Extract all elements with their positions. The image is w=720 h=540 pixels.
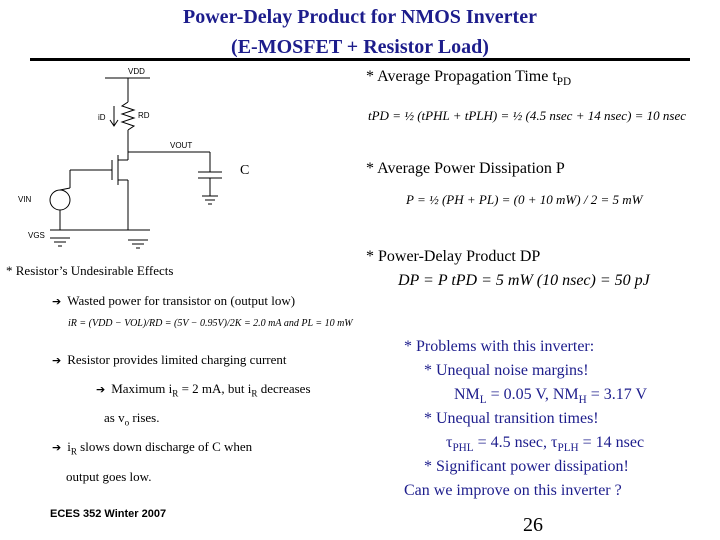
problem-power-dissipation: * Significant power dissipation!	[424, 458, 629, 475]
max-ir-line: ➔ Maximum $i_R = 2$ mA, but $i_R$ decreases	[96, 381, 311, 399]
output-low-line: output goes low.	[66, 469, 152, 484]
course-footer: ECES 352 Winter 2007	[50, 508, 167, 520]
eq-ir: iR = (VDD − VOL)/RD = (5V − 0.95V)/2K = 2.0 mA and PL = 10 mW	[68, 318, 353, 329]
title-line-2: (E-MOSFET + Resistor Load)	[231, 36, 489, 58]
page-number: 26	[523, 514, 543, 536]
nmos-circuit-diagram	[10, 60, 250, 260]
problem-tau-values: $\tau_{PHL} = 4.5$ nsec, $\tau_{PLH} = 14$ nsec	[446, 434, 645, 455]
id-label: iD	[98, 113, 106, 122]
vgs-label: VGS	[28, 231, 45, 240]
vin-label: VIN	[18, 195, 32, 204]
resistor-effects-heading: * Resistor’s Undesirable Effects	[6, 263, 174, 278]
rd-label: RD	[138, 111, 150, 120]
vout-label: VOUT	[170, 141, 193, 150]
arrow-icon: ➔	[52, 354, 62, 367]
eq-power: P = ½ (PH + PL) = (0 + 10 mW) / 2 = 5 mW	[406, 192, 643, 207]
bullet-power-delay: * Power-Delay Product DP	[366, 248, 541, 265]
wasted-power-line: ➔ Wasted power for transistor on (output low)	[52, 293, 296, 308]
bullet-avg-power: * Average Power Dissipation P	[366, 160, 565, 177]
problem-nm-values: $NM_L = 0.05$ V, $NM_H = 3.17$ V	[454, 386, 648, 407]
title-line-1: Power-Delay Product for NMOS Inverter	[183, 6, 537, 28]
eq-tpd: tPD = ½ (tPHL + tPLH) = ½ (4.5 nsec + 14 nsec) = 10 nsec	[368, 108, 687, 123]
bullet-avg-prop-time: * Average Propagation Time $t_{PD}$	[366, 68, 572, 89]
problem-noise-margins: * Unequal noise margins!	[424, 362, 589, 379]
eq-dp: DP = P tPD = 5 mW (10 nsec) = 50 pJ	[398, 272, 650, 289]
capacitor-label: C	[240, 163, 250, 178]
arrow-icon: ➔	[52, 295, 62, 308]
arrow-icon: ➔	[96, 383, 106, 396]
vo-rises-line: as $v_o$ rises.	[104, 410, 160, 428]
improve-question: Can we improve on this inverter ?	[404, 482, 622, 499]
limited-charging-line: ➔ Resistor provides limited charging current	[52, 352, 287, 367]
slows-discharge-line: ➔ $i_R$ slows down discharge of C when	[52, 439, 253, 457]
vdd-label: VDD	[128, 67, 145, 76]
problem-transition-times: * Unequal transition times!	[424, 410, 599, 427]
arrow-icon: ➔	[52, 441, 62, 454]
problems-heading: * Problems with this inverter:	[404, 338, 595, 355]
